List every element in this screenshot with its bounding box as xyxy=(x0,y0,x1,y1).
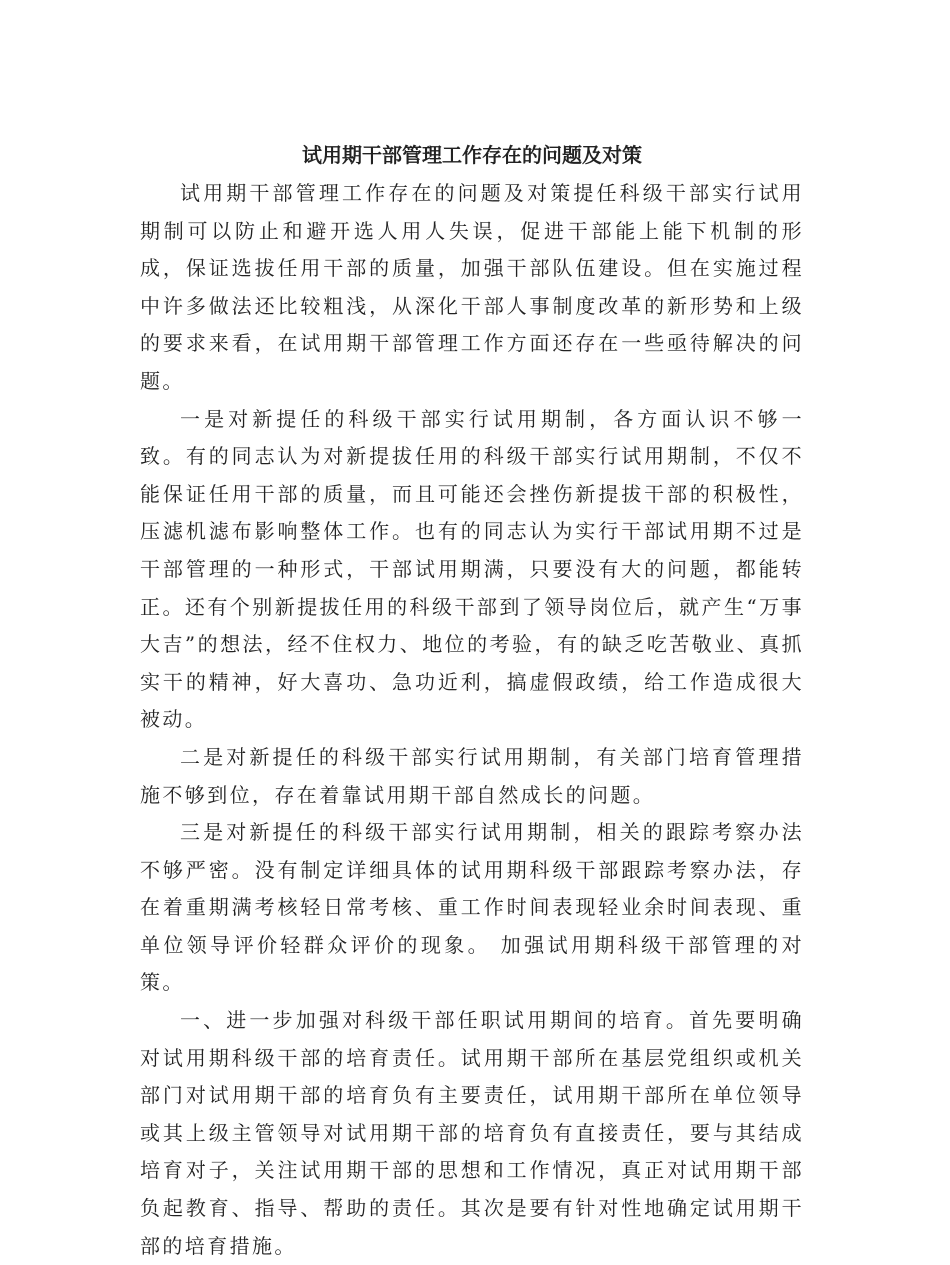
paragraph-problem-two: 二是对新提任的科级干部实行试用期制，有关部门培育管理措施不够到位，存在着靠试用期干部自然成长的问题。 xyxy=(140,744,804,807)
document-title: 试用期干部管理工作存在的问题及对策 xyxy=(302,143,642,167)
paragraph-intro: 试用期干部管理工作存在的问题及对策提任科级干部实行试用期制可以防止和避开选人用人失误，促进干部能上能下机制的形成，保证选拔任用干部的质量，加强干部队伍建设。但在实施过程中许多做法还比较粗浅，从深化干部人事制度改革的新形势和上级的要求来看，在试用期干部管理工作方面还存在一些亟待解决的问题。 xyxy=(140,181,804,393)
paragraph-countermeasure-one: 一、进一步加强对科级干部任职试用期间的培育。首先要明确对试用期科级干部的培育责任。试用期干部所在基层党组织或机关部门对试用期干部的培育负有主要责任，试用期干部所在单位领导或其上级主管领导对试用期干部的培育负有直接责任，要与其结成培育对子，关注试用期干部的思想和工作情况，真正对试用期干部负起教育、指导、帮助的责任。其次是要有针对性地确定试用期干部的培育措施。 xyxy=(140,1008,804,1258)
paragraph-problem-three: 三是对新提任的科级干部实行试用期制，相关的跟踪考察办法不够严密。没有制定详细具体的试用期科级干部跟踪考察办法，存在着重期满考核轻日常考核、重工作时间表现轻业余时间表现、重单位领导评价轻群众评价的现象。 加强试用期科级干部管理的对策。 xyxy=(140,820,804,995)
paragraph-problem-one: 一是对新提任的科级干部实行试用期制，各方面认识不够一致。有的同志认为对新提拔任用的科级干部实行试用期制，不仅不能保证任用干部的质量，而且可能还会挫伤新提拔干部的积极性，压滤机滤布影响整体工作。也有的同志认为实行干部试用期不过是干部管理的一种形式，干部试用期满，只要没有大的问题，都能转正。还有个别新提拔任用的科级干部到了领导岗位后，就产生“万事大吉”的想法，经不住权力、地位的考验，有的缺乏吃苦敬业、真抓实干的精神，好大喜功、急功近利，搞虚假政绩，给工作造成很大被动。 xyxy=(140,406,804,732)
document-body xyxy=(140,175,804,1265)
